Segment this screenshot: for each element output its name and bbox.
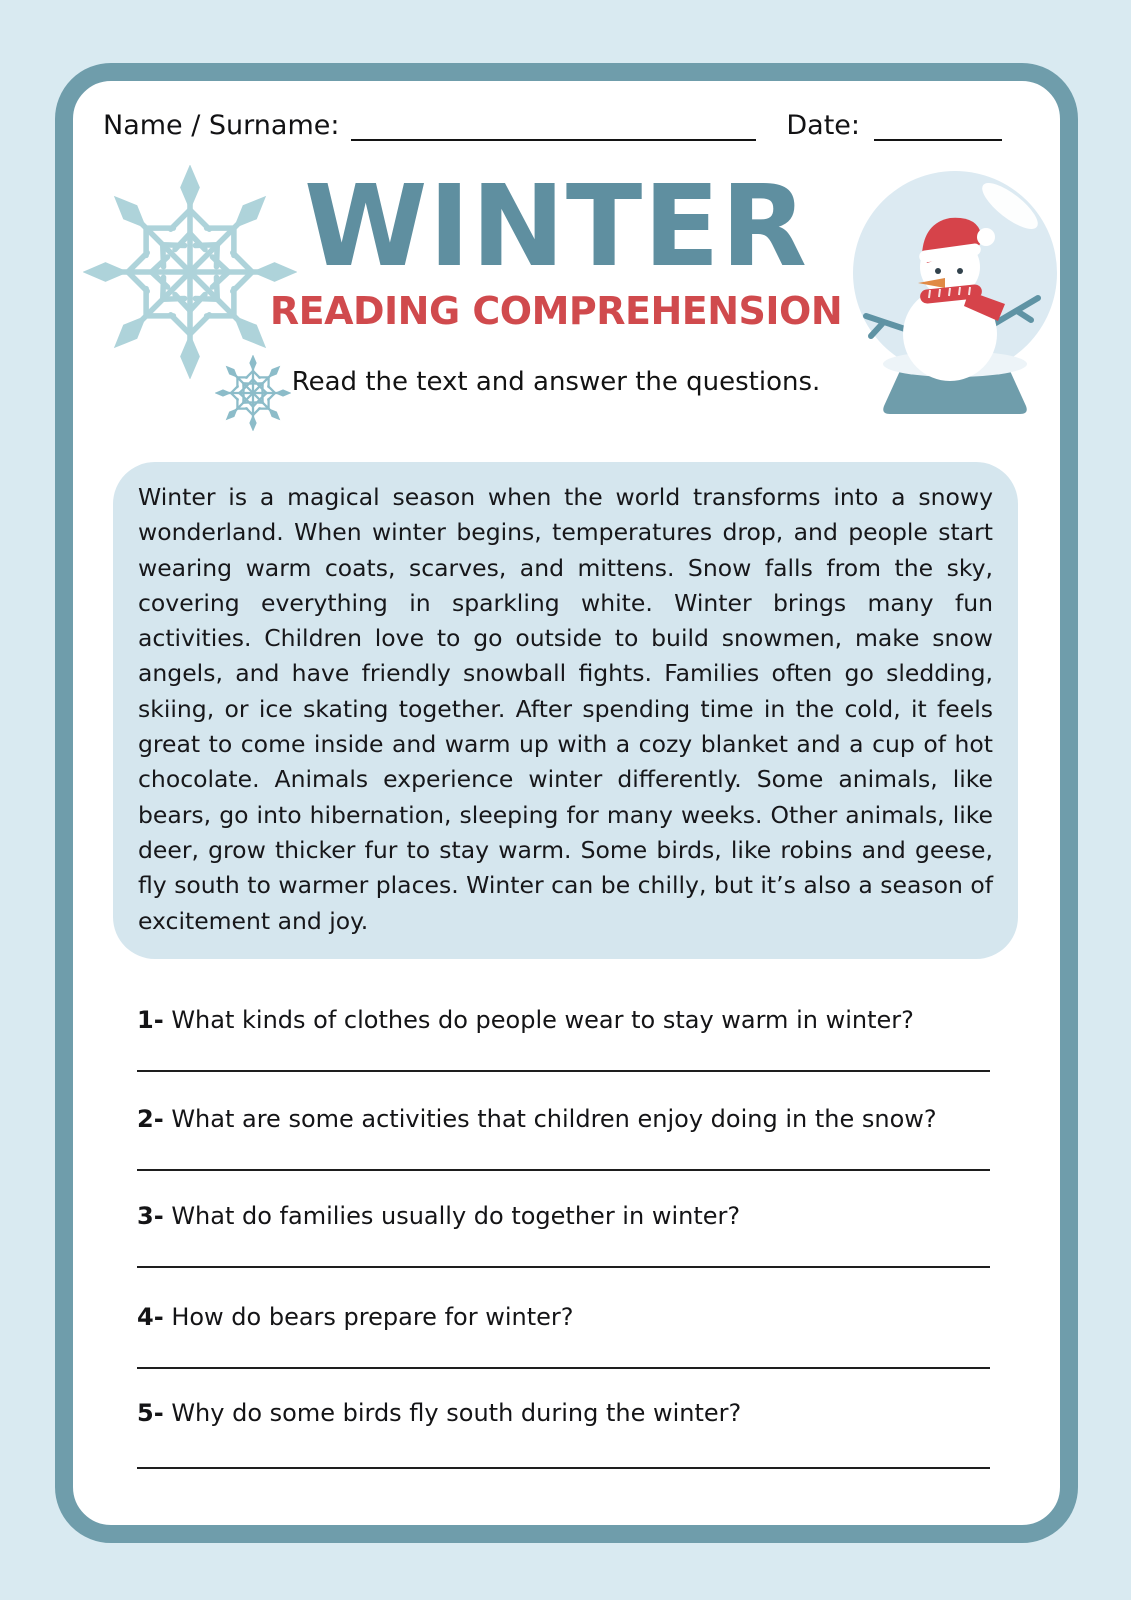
question-1-text: 1- What kinds of clothes do people wear to stay warm in winter? (137, 1006, 914, 1034)
question-1 (137, 1006, 990, 1072)
title-block (193, 162, 919, 397)
name-input-line[interactable] (351, 105, 756, 141)
date-input-line[interactable] (874, 105, 1002, 141)
passage-text: Winter is a magical season when the world transforms into a snowy wonderland. When winter begins, temperatures drop, and people start wearing warm coats, scarves, and mittens. Snow falls from the sky, covering everything in sparkling white. Winter brings many fun activities. Children love to go outside to build snowmen, make snow angels, and have friendly snowball fights. Families often go sledding, skiing, or ice skating together. After spending time in the cold, it feels great to come inside and warm up with a cozy blanket and a cup of hot chocolate. Animals experience winter differently. Some animals, like bears, go into hibernation, sleeping for many weeks. Other animals, like deer, grow thicker fur to stay warm. Some birds, like robins and geese, fly south to warmer places. Winter can be chilly, but it’s also a season of excitement and joy. (138, 483, 993, 935)
date-label: Date: (786, 110, 860, 141)
question-3-text: 3- What do families usually do together in winter? (137, 1202, 741, 1230)
question-5-text: 5- Why do some birds fly south during the winter? (137, 1399, 742, 1427)
page-title: WINTER (303, 162, 809, 292)
question-5-number: 5- (137, 1399, 164, 1427)
question-3 (137, 1202, 990, 1268)
question-4-text: 4- How do bears prepare for winter? (137, 1303, 574, 1331)
header (103, 105, 1002, 141)
question-2-number: 2- (137, 1105, 164, 1133)
page-subtitle: READING COMPREHENSION (269, 289, 843, 333)
name-label: Name / Surname: (103, 110, 340, 141)
question-4 (137, 1303, 990, 1369)
answer-line-4[interactable] (137, 1367, 990, 1369)
answer-line-5[interactable] (137, 1467, 990, 1469)
question-5 (137, 1399, 990, 1469)
question-2-text: 2- What are some activities that children enjoy doing in the snow? (137, 1105, 937, 1133)
question-4-number: 4- (137, 1303, 164, 1331)
question-2 (137, 1105, 990, 1171)
answer-line-1[interactable] (137, 1070, 990, 1072)
question-3-number: 3- (137, 1202, 164, 1230)
worksheet-card (55, 63, 1078, 1543)
answer-line-2[interactable] (137, 1169, 990, 1171)
passage-box (113, 462, 1018, 959)
question-1-number: 1- (137, 1006, 164, 1034)
answer-line-3[interactable] (137, 1266, 990, 1268)
instruction-text: Read the text and answer the questions. (291, 367, 821, 397)
